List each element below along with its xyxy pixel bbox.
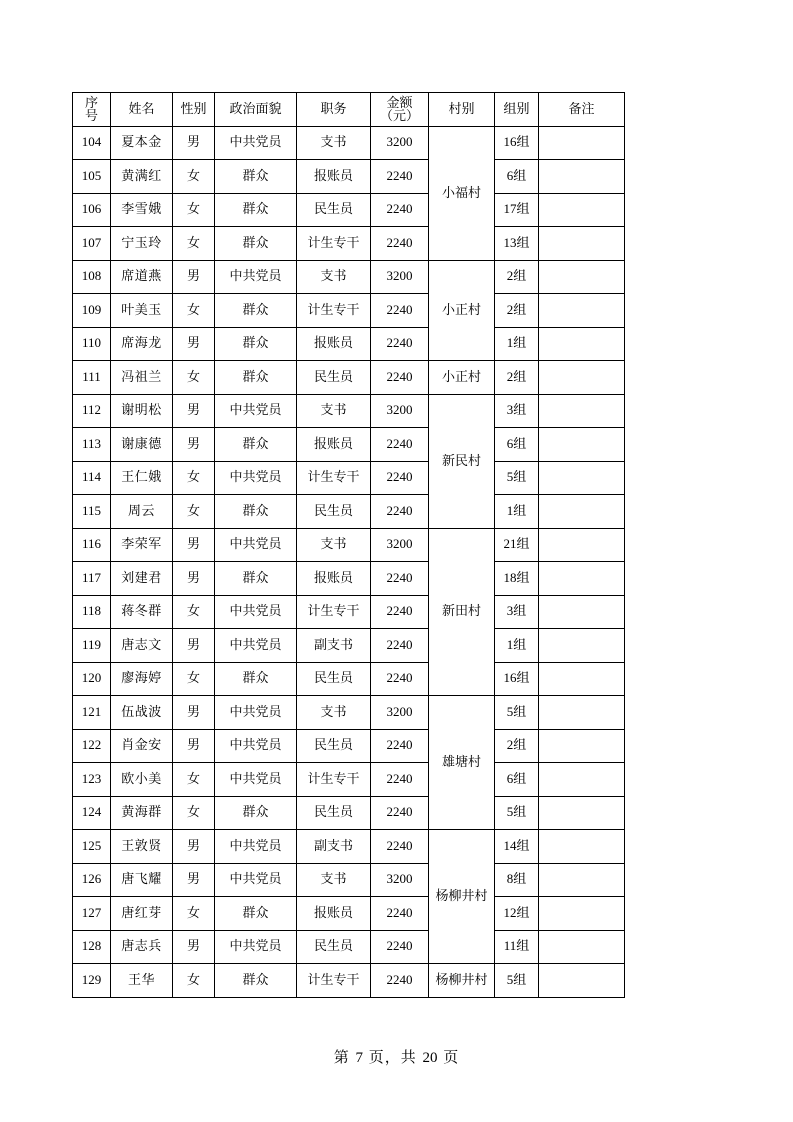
table-row [73,193,625,227]
cell-person-name: 黄满红 [111,160,173,194]
cell-gender: 女 [173,595,215,629]
column-header-sex: 性别 [173,93,215,127]
cell-gender: 男 [173,394,215,428]
cell-person-name: 欧小美 [111,763,173,797]
table-row [73,394,625,428]
cell-amount: 2240 [371,327,429,361]
cell-gender: 女 [173,796,215,830]
cell-amount: 2240 [371,629,429,663]
cell-person-name: 廖海婷 [111,662,173,696]
table-row [73,763,625,797]
cell-sequence-number: 114 [73,461,111,495]
cell-sequence-number: 120 [73,662,111,696]
cell-amount: 3200 [371,394,429,428]
cell-person-name: 周云 [111,495,173,529]
cell-sequence-number: 107 [73,227,111,261]
cell-amount: 2240 [371,495,429,529]
cell-sequence-number: 115 [73,495,111,529]
table-row [73,126,625,160]
cell-position: 民生员 [297,729,371,763]
cell-amount: 2240 [371,595,429,629]
cell-group-number: 6组 [495,160,539,194]
cell-political-status: 中共党员 [215,528,297,562]
cell-position: 民生员 [297,495,371,529]
footer-total-pages: 20 [422,1050,438,1066]
cell-remark [539,193,625,227]
cell-person-name: 唐志兵 [111,930,173,964]
column-header-politics: 政治面貌 [215,93,297,127]
table-row [73,495,625,529]
cell-person-name: 席海龙 [111,327,173,361]
cell-person-name: 黄海群 [111,796,173,830]
cell-person-name: 宁玉玲 [111,227,173,261]
cell-group-number: 6组 [495,428,539,462]
cell-remark [539,662,625,696]
cell-political-status: 群众 [215,294,297,328]
cell-remark [539,260,625,294]
cell-amount: 2240 [371,294,429,328]
cell-remark [539,562,625,596]
cell-sequence-number: 106 [73,193,111,227]
cell-remark [539,495,625,529]
cell-position: 支书 [297,528,371,562]
cell-person-name: 冯祖兰 [111,361,173,395]
cell-person-name: 叶美玉 [111,294,173,328]
cell-group-number: 18组 [495,562,539,596]
cell-political-status: 中共党员 [215,930,297,964]
cell-political-status: 群众 [215,897,297,931]
cell-village-name: 小正村 [429,260,495,361]
cell-sequence-number: 127 [73,897,111,931]
cell-position: 计生专干 [297,964,371,998]
cell-group-number: 2组 [495,294,539,328]
cell-village-name: 杨柳井村 [429,964,495,998]
cell-position: 报账员 [297,897,371,931]
cell-gender: 女 [173,160,215,194]
cell-position: 计生专干 [297,595,371,629]
cell-remark [539,964,625,998]
cell-political-status: 中共党员 [215,394,297,428]
cell-remark [539,763,625,797]
cell-sequence-number: 123 [73,763,111,797]
cell-gender: 男 [173,629,215,663]
cell-position: 计生专干 [297,294,371,328]
cell-remark [539,126,625,160]
table-row [73,897,625,931]
cell-position: 报账员 [297,160,371,194]
cell-remark [539,361,625,395]
cell-amount: 3200 [371,528,429,562]
footer-prefix: 第 [333,1050,350,1066]
cell-gender: 男 [173,126,215,160]
cell-political-status: 中共党员 [215,629,297,663]
cell-remark [539,394,625,428]
table-row [73,562,625,596]
cell-political-status: 中共党员 [215,126,297,160]
table-row [73,260,625,294]
cell-person-name: 唐志文 [111,629,173,663]
cell-remark [539,227,625,261]
cell-sequence-number: 125 [73,830,111,864]
cell-gender: 男 [173,562,215,596]
cell-remark [539,428,625,462]
cell-person-name: 席道燕 [111,260,173,294]
cell-political-status: 群众 [215,495,297,529]
cell-gender: 女 [173,964,215,998]
cell-village-name: 小福村 [429,126,495,260]
column-header-amount-line2: （元） [379,108,419,124]
cell-sequence-number: 126 [73,863,111,897]
column-header-group: 组别 [495,93,539,127]
cell-amount: 2240 [371,662,429,696]
cell-sequence-number: 108 [73,260,111,294]
cell-person-name: 谢康德 [111,428,173,462]
cell-political-status: 群众 [215,327,297,361]
column-header-amount-line1: 金额 [386,94,413,110]
page-footer [0,1046,793,1067]
cell-position: 副支书 [297,629,371,663]
table-row [73,696,625,730]
cell-remark [539,696,625,730]
cell-village-name: 新田村 [429,528,495,696]
cell-gender: 女 [173,294,215,328]
cell-gender: 女 [173,897,215,931]
table-row [73,227,625,261]
cell-sequence-number: 129 [73,964,111,998]
cell-sequence-number: 109 [73,294,111,328]
table-header [73,93,625,127]
cell-group-number: 5组 [495,696,539,730]
cell-position: 计生专干 [297,461,371,495]
cell-group-number: 2组 [495,361,539,395]
cell-group-number: 3组 [495,394,539,428]
cell-remark [539,528,625,562]
cell-group-number: 5组 [495,461,539,495]
cell-gender: 女 [173,193,215,227]
cell-sequence-number: 117 [73,562,111,596]
cell-person-name: 唐红芽 [111,897,173,931]
cell-position: 支书 [297,696,371,730]
cell-group-number: 1组 [495,629,539,663]
table-row [73,528,625,562]
cell-gender: 女 [173,662,215,696]
cell-position: 支书 [297,863,371,897]
cell-amount: 3200 [371,126,429,160]
cell-person-name: 李雪娥 [111,193,173,227]
cell-gender: 男 [173,696,215,730]
cell-political-status: 中共党员 [215,729,297,763]
table-row [73,629,625,663]
cell-group-number: 8组 [495,863,539,897]
cell-amount: 2240 [371,763,429,797]
cell-group-number: 5组 [495,796,539,830]
cell-position: 支书 [297,394,371,428]
table-row [73,595,625,629]
cell-person-name: 王敦贤 [111,830,173,864]
cell-position: 民生员 [297,193,371,227]
cell-group-number: 1组 [495,327,539,361]
cell-political-status: 群众 [215,662,297,696]
cell-remark [539,461,625,495]
cell-remark [539,930,625,964]
cell-gender: 男 [173,528,215,562]
cell-village-name: 新民村 [429,394,495,528]
cell-amount: 2240 [371,227,429,261]
cell-sequence-number: 112 [73,394,111,428]
footer-page-number: 7 [355,1050,363,1066]
cell-sequence-number: 110 [73,327,111,361]
cell-position: 支书 [297,260,371,294]
cell-remark [539,897,625,931]
cell-sequence-number: 122 [73,729,111,763]
cell-village-name: 雄塘村 [429,696,495,830]
table-row [73,964,625,998]
cell-remark [539,327,625,361]
table-body [73,126,625,997]
cell-position: 计生专干 [297,763,371,797]
cell-sequence-number: 121 [73,696,111,730]
cell-amount: 2240 [371,160,429,194]
cell-gender: 男 [173,863,215,897]
cell-gender: 男 [173,729,215,763]
cell-person-name: 刘建君 [111,562,173,596]
cell-amount: 2240 [371,830,429,864]
cell-group-number: 16组 [495,662,539,696]
cell-amount: 2240 [371,428,429,462]
cell-position: 报账员 [297,327,371,361]
cell-group-number: 11组 [495,930,539,964]
cell-political-status: 群众 [215,964,297,998]
table-row [73,294,625,328]
cell-group-number: 6组 [495,763,539,797]
cell-remark [539,863,625,897]
column-header-seq-line2: 号 [84,108,98,124]
cell-amount: 2240 [371,964,429,998]
cell-group-number: 5组 [495,964,539,998]
cell-gender: 男 [173,930,215,964]
cell-position: 支书 [297,126,371,160]
cell-sequence-number: 128 [73,930,111,964]
cell-group-number: 1组 [495,495,539,529]
table-row [73,930,625,964]
cell-gender: 男 [173,830,215,864]
table-row [73,796,625,830]
cell-position: 报账员 [297,428,371,462]
table-row [73,327,625,361]
cell-position: 副支书 [297,830,371,864]
cell-person-name: 王华 [111,964,173,998]
cell-gender: 女 [173,763,215,797]
cell-gender: 男 [173,260,215,294]
cell-position: 民生员 [297,796,371,830]
cell-political-status: 群众 [215,160,297,194]
column-header-note: 备注 [539,93,625,127]
cell-political-status: 群众 [215,562,297,596]
cell-amount: 3200 [371,696,429,730]
cell-political-status: 中共党员 [215,830,297,864]
cell-sequence-number: 116 [73,528,111,562]
cell-sequence-number: 124 [73,796,111,830]
cell-sequence-number: 118 [73,595,111,629]
cell-political-status: 群众 [215,796,297,830]
cell-person-name: 夏本金 [111,126,173,160]
cell-group-number: 17组 [495,193,539,227]
cell-amount: 2240 [371,796,429,830]
cell-amount: 2240 [371,461,429,495]
cell-political-status: 中共党员 [215,461,297,495]
cell-amount: 2240 [371,361,429,395]
cell-political-status: 群众 [215,193,297,227]
cell-sequence-number: 119 [73,629,111,663]
table-header-row [73,93,625,127]
cell-political-status: 群众 [215,227,297,261]
cell-sequence-number: 104 [73,126,111,160]
cell-political-status: 中共党员 [215,260,297,294]
cell-gender: 男 [173,428,215,462]
cell-sequence-number: 105 [73,160,111,194]
cell-amount: 2240 [371,897,429,931]
cell-position: 民生员 [297,930,371,964]
table-row [73,662,625,696]
column-header-amount [371,93,429,127]
cell-political-status: 中共党员 [215,863,297,897]
cell-person-name: 王仁娥 [111,461,173,495]
cell-political-status: 群众 [215,428,297,462]
table-row [73,160,625,194]
cell-gender: 男 [173,327,215,361]
cell-amount: 3200 [371,260,429,294]
cell-remark [539,729,625,763]
table-row [73,729,625,763]
cell-political-status: 中共党员 [215,696,297,730]
cell-group-number: 14组 [495,830,539,864]
cell-amount: 2240 [371,729,429,763]
cell-person-name: 伍战波 [111,696,173,730]
cell-person-name: 谢明松 [111,394,173,428]
village-cadre-subsidy-table [72,92,625,998]
table-row [73,361,625,395]
cell-remark [539,629,625,663]
cell-remark [539,595,625,629]
cell-person-name: 唐飞耀 [111,863,173,897]
cell-gender: 女 [173,461,215,495]
column-header-village: 村别 [429,93,495,127]
cell-gender: 女 [173,361,215,395]
cell-position: 计生专干 [297,227,371,261]
cell-gender: 女 [173,227,215,261]
footer-middle: 页，共 [368,1050,417,1066]
cell-sequence-number: 111 [73,361,111,395]
table-row [73,863,625,897]
column-header-seq [73,93,111,127]
table-row [73,461,625,495]
cell-position: 民生员 [297,361,371,395]
cell-position: 民生员 [297,662,371,696]
cell-group-number: 13组 [495,227,539,261]
cell-political-status: 中共党员 [215,763,297,797]
cell-remark [539,830,625,864]
roster-table-container [72,92,624,998]
cell-village-name: 杨柳井村 [429,830,495,964]
cell-group-number: 21组 [495,528,539,562]
column-header-seq-line1: 序 [84,94,98,110]
cell-political-status: 中共党员 [215,595,297,629]
cell-amount: 2240 [371,562,429,596]
cell-political-status: 群众 [215,361,297,395]
cell-remark [539,294,625,328]
cell-group-number: 12组 [495,897,539,931]
cell-person-name: 李荣军 [111,528,173,562]
cell-remark [539,796,625,830]
cell-person-name: 蒋冬群 [111,595,173,629]
cell-group-number: 2组 [495,260,539,294]
cell-person-name: 肖金安 [111,729,173,763]
footer-suffix: 页 [443,1050,460,1066]
table-row [73,830,625,864]
cell-village-name: 小正村 [429,361,495,395]
cell-amount: 2240 [371,930,429,964]
cell-group-number: 3组 [495,595,539,629]
cell-amount: 3200 [371,863,429,897]
cell-group-number: 16组 [495,126,539,160]
cell-amount: 2240 [371,193,429,227]
cell-sequence-number: 113 [73,428,111,462]
cell-gender: 女 [173,495,215,529]
cell-position: 报账员 [297,562,371,596]
table-row [73,428,625,462]
cell-group-number: 2组 [495,729,539,763]
cell-remark [539,160,625,194]
column-header-name: 姓名 [111,93,173,127]
column-header-post: 职务 [297,93,371,127]
